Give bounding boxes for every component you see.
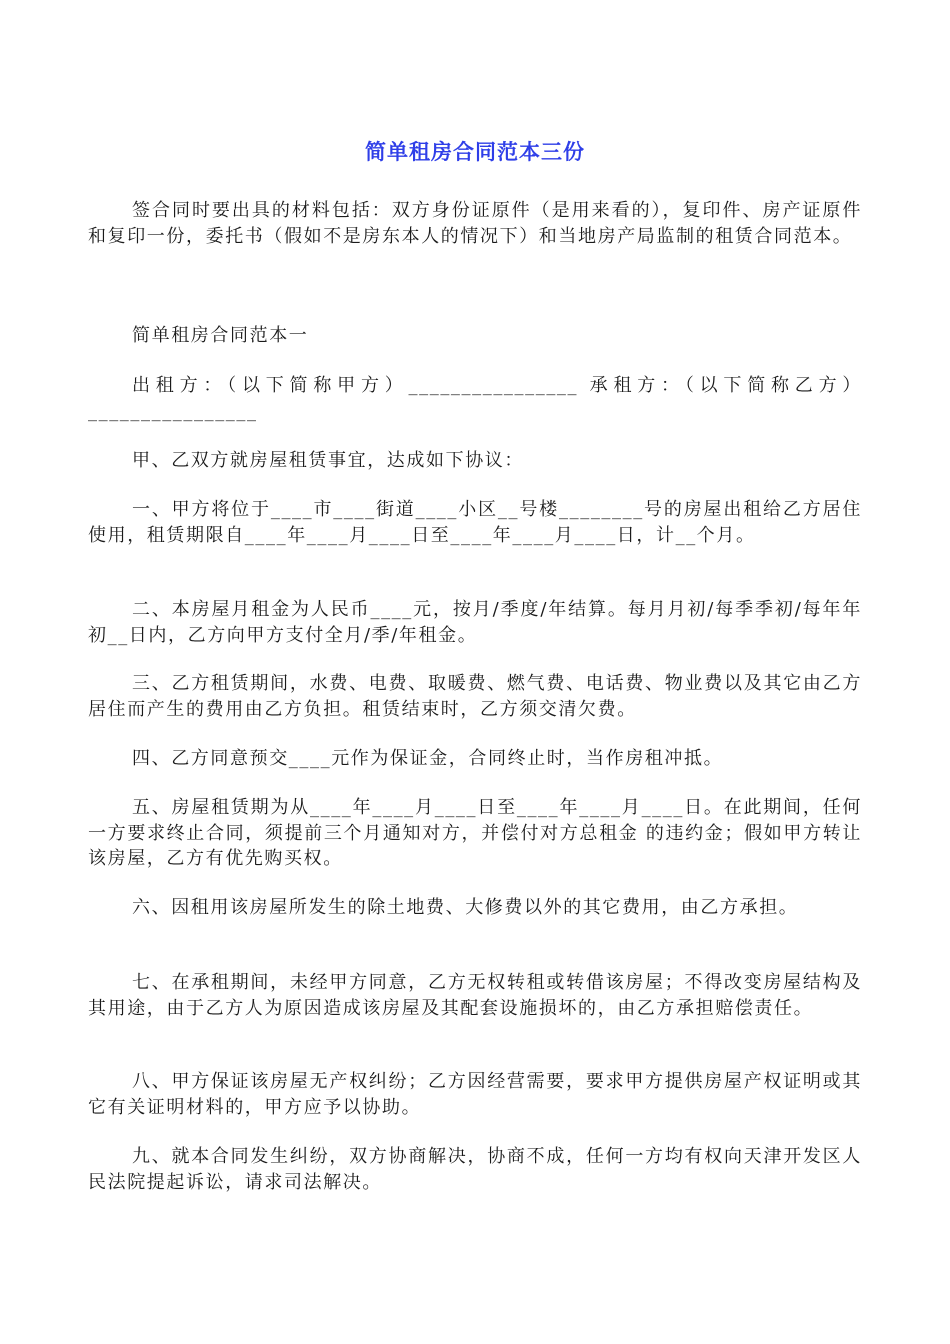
clause-7: 七、在承租期间，未经甲方同意，乙方无权转租或转借该房屋；不得改变房屋结构及其用途，由于乙方人为原因造成该房屋及其配套设施损坏的，由乙方承担赔偿责任。 (88, 972, 862, 1019)
clause-1: 一、甲方将位于____市____街道____小区__号楼________号的房屋出租给乙方居住使用，租赁期限自____年____月____日至____年____月____日，计__个月。 (88, 499, 862, 546)
clause-4: 四、乙方同意预交____元作为保证金，合同终止时，当作房租冲抵。 (132, 748, 724, 769)
preamble-paragraph: 甲、乙双方就房屋租赁事宜，达成如下协议： (132, 450, 524, 471)
section-heading: 简单租房合同范本一 (132, 325, 309, 346)
intro-paragraph: 签合同时要出具的材料包括：双方身份证原件（是用来看的），复印件、房产证原件和复印一份，委托书（假如不是房东本人的情况下）和当地房产局监制的租赁合同范本。 (88, 200, 862, 247)
clause-2: 二、本房屋月租金为人民币____元，按月/季度/年结算。每月月初/每季季初/每年年初__日内，乙方向甲方支付全月/季/年租金。 (88, 599, 862, 646)
document-title: 简单租房合同范本三份 (365, 140, 585, 164)
clause-6: 六、因租用该房屋所发生的除土地费、大修费以外的其它费用，由乙方承担。 (132, 897, 799, 918)
clause-9: 九、就本合同发生纠纷，双方协商解决，协商不成，任何一方均有权向天津开发区人民法院提起诉讼，请求司法解决。 (88, 1146, 862, 1193)
parties-paragraph: 出租方：（以下简称甲方）________________ 承租方：（以下简称乙方）________________ (88, 375, 862, 422)
clause-8: 八、甲方保证该房屋无产权纠纷；乙方因经营需要，要求甲方提供房屋产权证明或其它有关证明材料的，甲方应予以协助。 (88, 1071, 862, 1118)
clause-3: 三、乙方租赁期间，水费、电费、取暖费、燃气费、电话费、物业费以及其它由乙方居住而产生的费用由乙方负担。租赁结束时，乙方须交清欠费。 (88, 673, 862, 720)
clause-5: 五、房屋租赁期为从____年____月____日至____年____月____日。在此期间，任何一方要求终止合同，须提前三个月通知对方，并偿付对方总租金 的违约金；假如甲方转让该房屋，乙方有优先购买权。 (88, 797, 862, 869)
